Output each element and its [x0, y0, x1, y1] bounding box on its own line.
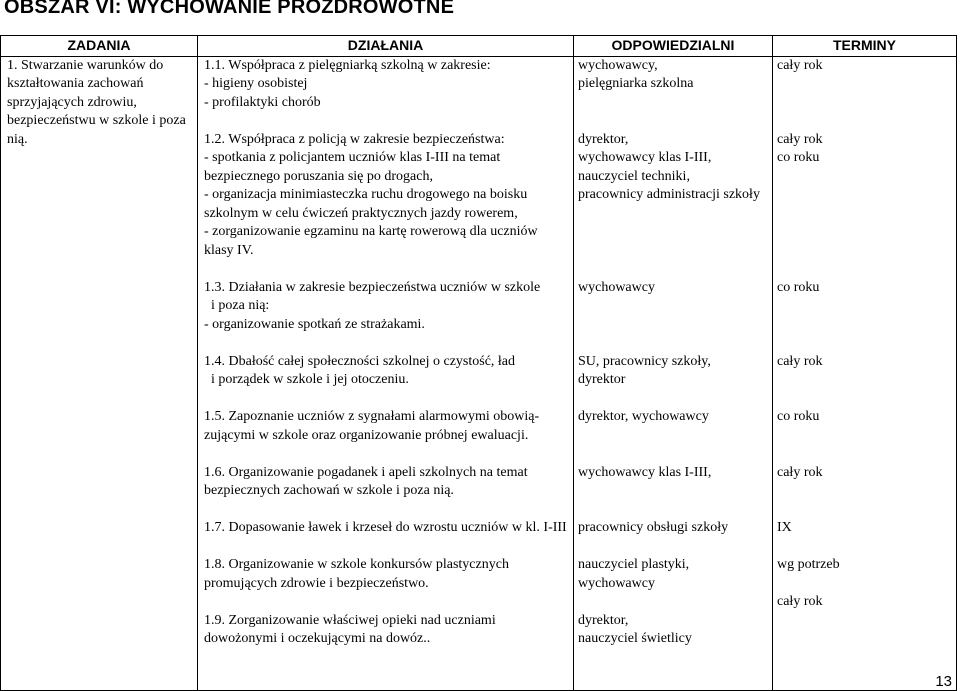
termin-block: [777, 408, 956, 445]
odpowiedzialni-line: nauczyciel świetlicy: [578, 631, 692, 646]
dzialanie-line: 1.6. Organizowanie pogadanek i apeli szkolnych na temat: [204, 464, 528, 480]
odpowiedzialni-line: wychowawcy,: [578, 57, 658, 73]
dzialanie-block: [204, 57, 573, 113]
dzialanie-line: 1.8. Organizowanie w szkole konkursów plastycznych: [204, 557, 509, 572]
tasks-table: [0, 35, 957, 691]
odpowiedzialni-block: [578, 353, 772, 390]
dzialanie-line: - higieny osobistej: [204, 76, 308, 91]
termin-line: [777, 94, 956, 113]
odpowiedzialni-block: [578, 464, 772, 501]
odpowiedzialni-line: nauczyciel plastyki,: [578, 557, 690, 572]
termin-line: [777, 186, 956, 205]
dzialanie-line: 1.2. Współpraca z policją w zakresie bezpieczeństwa:: [204, 131, 505, 147]
odpowiedzialni-line: nauczyciel techniki,: [578, 168, 690, 184]
odpowiedzialni-line: dyrektor: [578, 372, 626, 387]
termin-line: [777, 482, 956, 501]
termin-line: cały rok: [777, 464, 823, 480]
termin-line: cały rok: [777, 594, 823, 609]
dzialanie-line: - organizacja minimiasteczka ruchu drogowego na boisku: [204, 187, 528, 202]
zadanie-text: [1, 57, 197, 150]
odpowiedzialni-line: [578, 223, 772, 242]
odpowiedzialni-block: [578, 612, 772, 649]
dzialanie-line: bezpiecznego poruszania się po drogach,: [204, 168, 433, 184]
dzialanie-line: - spotkania z policjantem uczniów klas I-III na temat: [204, 150, 501, 165]
odpowiedzialni-block: [578, 131, 772, 261]
termin-line: [777, 168, 956, 187]
header-terminy: TERMINY: [773, 36, 957, 57]
termin-block: [777, 556, 956, 575]
dzialanie-block: [204, 279, 573, 335]
odpowiedzialni-line: [578, 427, 772, 446]
odpowiedzialni-block: [578, 408, 772, 445]
odpowiedzialni-list: [574, 57, 772, 649]
odpowiedzialni-cell: [574, 56, 773, 690]
dzialanie-line: szkolnym w celu ćwiczeń praktycznych jazdy rowerem,: [204, 205, 518, 221]
termin-line: IX: [777, 520, 792, 535]
table-row: [1, 56, 957, 690]
header-zadania: ZADANIA: [1, 36, 198, 57]
odpowiedzialni-line: pielęgniarka szkolna: [578, 76, 694, 91]
dzialanie-line: - organizowanie spotkań ze strażakami.: [204, 316, 425, 332]
termin-block: [777, 57, 956, 113]
terminy-cell: [773, 56, 957, 690]
odpowiedzialni-block: [578, 279, 772, 335]
odpowiedzialni-line: [578, 482, 772, 501]
termin-block: [777, 519, 956, 538]
page-number: 13: [935, 673, 952, 690]
dzialanie-block: [204, 519, 573, 538]
termin-line: cały rok: [777, 353, 823, 369]
termin-line: [777, 205, 956, 224]
header-odpowiedzialni: ODPOWIEDZIALNI: [574, 36, 773, 57]
odpowiedzialni-block: [578, 556, 772, 593]
termin-block: [777, 593, 956, 630]
odpowiedzialni-line: [578, 242, 772, 261]
dzialanie-line: i porządek w szkole i jej otoczeniu.: [204, 372, 409, 387]
odpowiedzialni-line: pracownicy obsługi szkoły: [578, 520, 729, 535]
dzialanie-line: 1.9. Zorganizowanie właściwej opieki nad uczniami: [204, 612, 496, 628]
dzialanie-line: klasy IV.: [204, 242, 254, 258]
zadanie-line: bezpieczeństwu w szkole i poza: [7, 113, 186, 128]
zadanie-cell: [1, 56, 198, 690]
termin-line: co roku: [777, 279, 820, 295]
odpowiedzialni-line: [578, 316, 772, 335]
zadanie-line: nią.: [7, 131, 28, 147]
termin-line: [777, 242, 956, 261]
termin-line: [777, 223, 956, 242]
dzialanie-block: [204, 131, 573, 261]
dzialanie-block: [204, 556, 573, 593]
odpowiedzialni-line: [578, 205, 772, 224]
odpowiedzialni-line: [578, 297, 772, 316]
dzialanie-line: 1.3. Działania w zakresie bezpieczeństwa uczniów w szkole: [204, 279, 541, 295]
termin-block: [777, 279, 956, 335]
dzialanie-block: [204, 408, 573, 445]
dzialanie-block: [204, 353, 573, 390]
odpowiedzialni-line: wychowawcy klas I-III,: [578, 150, 712, 165]
dzialanie-line: promujących zdrowie i bezpieczeństwo.: [204, 575, 429, 591]
termin-line: [777, 427, 956, 446]
termin-line: co roku: [777, 150, 820, 165]
termin-line: wg potrzeb: [777, 557, 840, 572]
odpowiedzialni-line: dyrektor,: [578, 131, 629, 147]
dzialania-cell: [198, 56, 574, 690]
termin-block: [777, 353, 956, 390]
odpowiedzialni-line: wychowawcy: [578, 279, 655, 295]
zadanie-line: 1. Stwarzanie warunków do: [7, 57, 164, 73]
odpowiedzialni-line: dyrektor, wychowawcy: [578, 409, 709, 424]
dzialanie-line: i poza nią:: [204, 298, 270, 313]
zadanie-line: kształtowania zachowań: [7, 76, 144, 91]
odpowiedzialni-line: wychowawcy: [578, 575, 655, 591]
dzialanie-line: bezpiecznych zachowań w szkole i poza nią.: [204, 483, 454, 498]
odpowiedzialni-line: [578, 94, 772, 113]
dzialanie-line: - profilaktyki chorób: [204, 94, 321, 110]
dzialanie-line: dowożonymi i oczekującymi na dowóz..: [204, 631, 431, 646]
dzialanie-line: - zorganizowanie egzaminu na kartę rowerową dla uczniów: [204, 224, 538, 239]
termin-block: [777, 464, 956, 501]
odpowiedzialni-line: SU, pracownicy szkoły,: [578, 353, 711, 369]
table-header-row: [1, 36, 957, 57]
termin-line: [777, 612, 956, 631]
odpowiedzialni-block: [578, 57, 772, 113]
odpowiedzialni-line: pracownicy administracji szkoły: [578, 187, 760, 202]
termin-line: [777, 75, 956, 94]
zadanie-line: sprzyjających zdrowiu,: [7, 94, 137, 110]
dzialanie-block: [204, 612, 573, 649]
termin-line: cały rok: [777, 57, 823, 73]
termin-line: [777, 297, 956, 316]
dzialanie-line: 1.7. Dopasowanie ławek i krzeseł do wzrostu uczniów w kl. I-III: [204, 520, 567, 535]
odpowiedzialni-line: dyrektor,: [578, 612, 629, 628]
odpowiedzialni-line: wychowawcy klas I-III,: [578, 464, 712, 480]
page-heading: OBSZAR VI: WYCHOWANIE PROZDROWOTNE: [4, 0, 455, 18]
termin-block: [777, 131, 956, 261]
termin-line: co roku: [777, 409, 820, 424]
odpowiedzialni-block: [578, 519, 772, 538]
dzialanie-line: 1.4. Dbałość całej społeczności szkolnej o czystość, ład: [204, 353, 516, 369]
termin-line: [777, 371, 956, 390]
dzialanie-line: 1.1. Współpraca z pielęgniarką szkolną w zakresie:: [204, 57, 491, 73]
dzialanie-block: [204, 464, 573, 501]
termin-line: cały rok: [777, 131, 823, 147]
header-dzialania: DZIAŁANIA: [198, 36, 574, 57]
dzialania-list: [198, 57, 573, 649]
termin-line: [777, 316, 956, 335]
terminy-list: [773, 57, 956, 631]
dzialanie-line: zującymi w szkole oraz organizowanie próbnej ewaluacji.: [204, 427, 529, 443]
dzialanie-line: 1.5. Zapoznanie uczniów z sygnałami alarmowymi obowią-: [204, 409, 540, 424]
